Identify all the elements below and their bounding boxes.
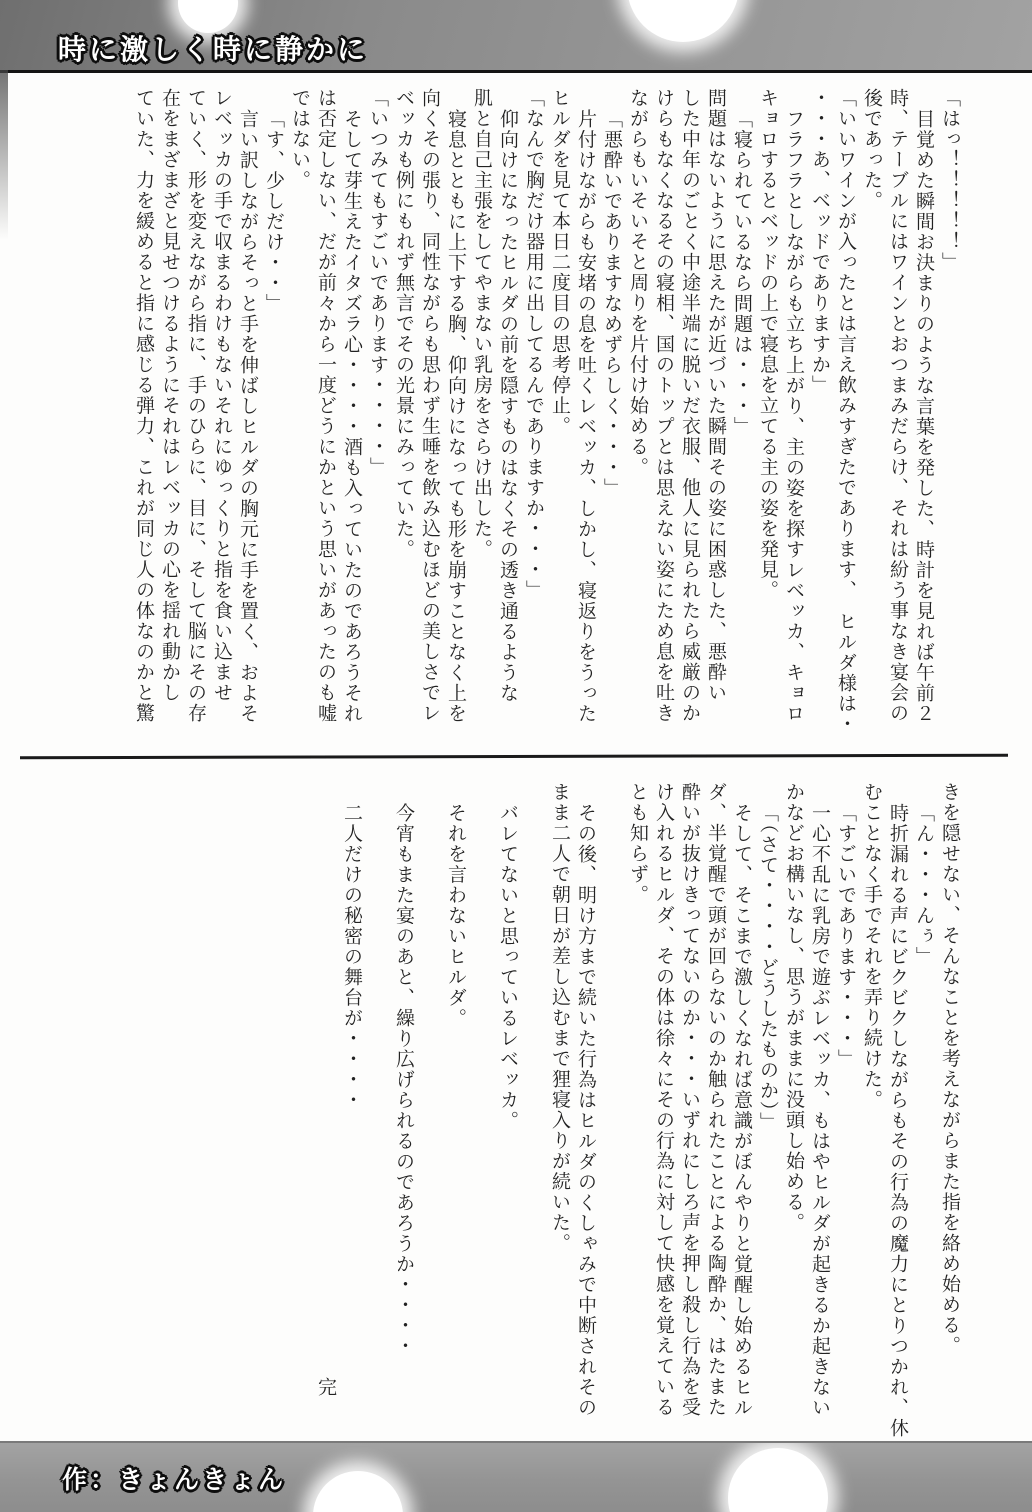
text-column: きを隠せない、そんなことを考えながらまた指を絡め始める。	[939, 782, 960, 1356]
text-column: は否定しない、だが前々から一度どうにかという思いがあったのも嘘	[315, 88, 336, 724]
text-column: その後、明け方まで続いた行為はヒルダのくしゃみで中断されその	[575, 802, 596, 1418]
text-column: それを言わないヒルダ。	[445, 802, 466, 1028]
text-column: 言い訳しながらそっと手を伸ばしヒルダの胸元に手を置く、およそ	[237, 108, 258, 724]
text-column: とも知らず。	[627, 782, 648, 905]
story-text-lower-section	[77, 782, 962, 1442]
text-column: ていく、形を変えながら指に、手のひらに、目に、そして脳にその存	[185, 88, 206, 724]
text-column: かなどお構いなし、思うがままに没頭し始める。	[783, 782, 804, 1233]
text-column: 「（さて・・・・どうしたものか）」	[757, 802, 778, 1132]
column-gap	[416, 782, 442, 1442]
text-column: 仰向けになったヒルダの前を隠すものはなくその透き通るような	[497, 108, 518, 703]
text-column: そして、そこまで激しくなれば意識がぼんやりと覚醒し始めるヒル	[731, 802, 752, 1418]
text-column: 片付けながらも安堵の息を吐くレベッカ、しかし、寝返りをうった	[575, 108, 596, 724]
column-gap	[520, 782, 546, 1442]
punch-hole	[728, 1448, 828, 1512]
text-column: バレてないと思っているレベッカ。	[497, 802, 518, 1131]
text-column: 時、テーブルにはワインとおつまみだらけ、それは紛う事なき宴会の	[887, 88, 908, 724]
text-column: ベッカも例にもれず無言でその光景にみっていた。	[393, 88, 414, 560]
text-column: 「寝られているなら問題は・・・」	[731, 108, 752, 437]
text-column: ・・・あ、ベッドでありますか」	[809, 88, 830, 396]
text-column: 「はっ！！！！！」	[939, 88, 960, 273]
text-column: 「いつみてもすごいであります・・・・」	[367, 88, 388, 478]
author-credit: 作：きょんきょん	[62, 1466, 287, 1494]
text-column: 問題はないように思えたが近づいた瞬間その姿に困惑した、悪酔い	[705, 88, 726, 703]
text-column: むことなく手でそれを弄り続けた。	[861, 782, 882, 1110]
text-column: 「す、少しだけ・・」	[263, 108, 284, 314]
column-gap	[364, 782, 390, 1442]
text-column: 「なんで胸だけ器用に出してるんでありますか・・・」	[523, 88, 544, 601]
scan-edge-shadow	[0, 70, 8, 240]
text-column: 後であった。	[861, 88, 882, 211]
footer-bar	[0, 1441, 1032, 1512]
text-column: 時折漏れる声にビクビクしながらもその行為の魔力にとりつかれ、休	[887, 802, 908, 1438]
punch-hole	[627, 0, 739, 42]
text-column: 酔いが抜けきってないのか・・・いずれにしろ声を押し殺し行為を受	[679, 782, 700, 1418]
text-column: け入れるヒルダ、その体は徐々にその行為に対して快感を覚えている	[653, 782, 674, 1418]
punch-hole	[313, 1471, 403, 1512]
text-column: 二人だけの秘密の舞台が・・・・	[341, 802, 362, 1110]
end-mark: 完	[315, 1376, 336, 1397]
text-column: レベッカの手で収まるわけもないそれにゆっくりと指を食い込ませ	[211, 88, 232, 703]
text-column: 「いいワインが入ったとは言え飲みすぎたであります、 ヒルダ様は・	[835, 88, 856, 735]
text-column: 一心不乱に乳房で遊ぶレベッカ、もはやヒルダが起きるか起きない	[809, 802, 830, 1418]
text-column: 向くその張り、同性ながらも思わず生唾を飲み込むほどの美しさでレ	[419, 88, 440, 724]
text-column: 「悪酔いでありますなめずらしく・・・」	[601, 108, 622, 498]
text-column: そして芽生えたイタズラ心・・・・酒も入っていたのであろうそれ	[341, 108, 362, 724]
text-column: 目覚めた瞬間お決まりのような言葉を発した、時計を見れば午前２	[913, 108, 934, 724]
text-column: キョロするとベッドの上で寝息を立てる主の姿を発見。	[757, 88, 778, 601]
column-gap	[598, 782, 624, 1442]
text-column: まま二人で朝日が差し込むまで狸寝入りが続いた。	[549, 782, 570, 1254]
text-column: 肌と自己主張をしてやまない乳房をさらけ出した。	[471, 88, 492, 560]
text-column: けらもなくなるその寝相、国のトップとは思えない姿にため息を吐き	[653, 88, 674, 724]
text-column: ヒルダを見て本日二度目の思考停止。	[549, 88, 570, 437]
text-column: フラフラとしながらも立ち上がり、主の姿を探すレベッカ、キョロ	[783, 108, 804, 724]
header-bar	[0, 0, 1032, 73]
text-column: した中年のごとく中途半端に脱いだ衣服、他人に見られたら威厳のか	[679, 88, 700, 724]
text-column: ながらもいそいそと周りを片付け始める。	[627, 88, 648, 478]
text-column: 寝息とともに上下する胸、仰向けになっても形を崩すことなく上を	[445, 108, 466, 724]
page-title: 時に激しく時に静かに	[58, 34, 369, 65]
text-column: ではない。	[289, 88, 310, 191]
column-gap	[468, 782, 494, 1442]
text-column: 「ん・・・んぅ」	[913, 802, 934, 967]
text-column: 今宵もまた宴のあと、繰り広げられるのであろうか・・・・	[393, 802, 414, 1356]
story-text-upper-section	[117, 88, 962, 760]
text-column: 在をまざまざと見せつけるようにそれはレベッカの心を揺れ動かし	[159, 88, 180, 703]
text-column: ていた、力を緩めると指に感じる弾力、これが同じ人の体なのかと驚	[133, 88, 154, 724]
text-column: ダ、半覚醒で頭が回らないのか触られたことによる陶酔か、はたまた	[705, 782, 726, 1418]
text-column: 「すごいであります・・・」	[835, 802, 856, 1069]
